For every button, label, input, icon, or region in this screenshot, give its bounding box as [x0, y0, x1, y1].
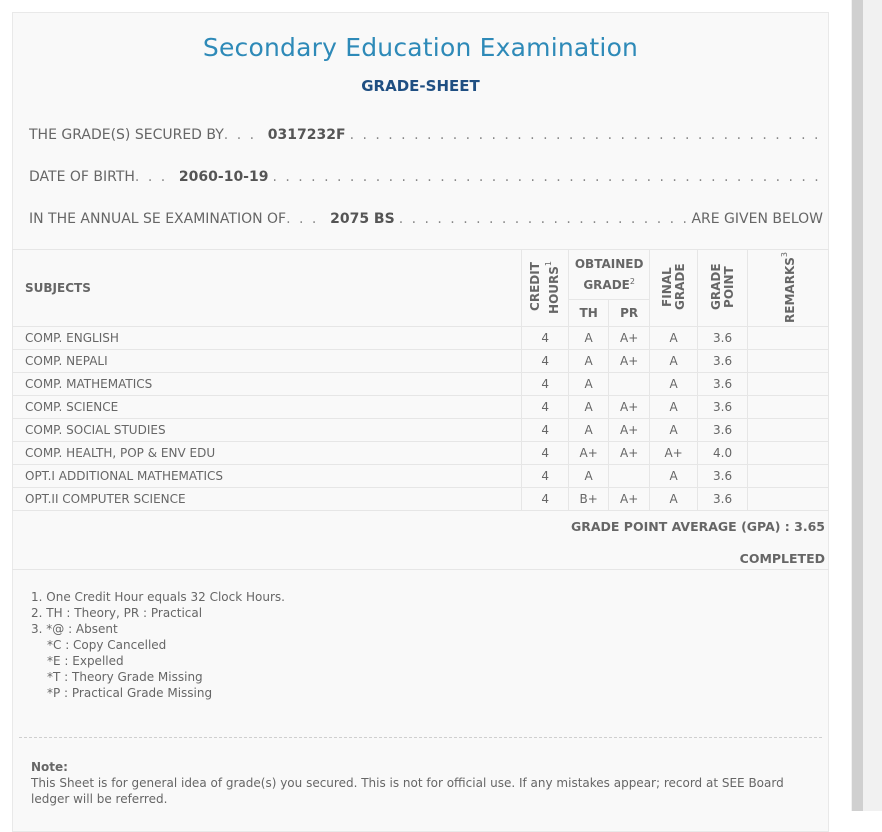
- th-grade-cell: A: [569, 349, 609, 372]
- table-row: [13, 372, 829, 395]
- exam-suffix: ARE GIVEN BELOW: [691, 211, 823, 227]
- subject-cell: OPT.I ADDITIONAL MATHEMATICS: [13, 464, 522, 487]
- remarks-cell: [748, 487, 829, 510]
- dot-leader: [286, 211, 326, 227]
- th-grade-cell: A: [569, 372, 609, 395]
- dob-label: DATE OF BIRTH: [29, 169, 135, 185]
- scrollbar-thumb[interactable]: [852, 0, 863, 811]
- credit-cell: 4: [522, 418, 569, 441]
- table-row: [13, 464, 829, 487]
- table-row: [13, 418, 829, 441]
- remarks-cell: [748, 418, 829, 441]
- pr-grade-cell: A+: [609, 487, 650, 510]
- final-grade-cell: A: [650, 372, 698, 395]
- credit-cell: 4: [522, 464, 569, 487]
- th-grade-cell: A+: [569, 441, 609, 464]
- final-grade-cell: A: [650, 326, 698, 349]
- pr-grade-cell: A+: [609, 326, 650, 349]
- remarks-header: REMARKS$^3$: [748, 250, 829, 327]
- final-grade-header: FINAL GRADE: [650, 250, 698, 327]
- footnote-item: 2. TH : Theory, PR : Practical: [31, 606, 203, 620]
- divider: [12, 569, 829, 570]
- dot-leader: [350, 127, 823, 143]
- footnote-subitem: *P : Practical Grade Missing: [47, 686, 213, 700]
- exam-line: [29, 211, 823, 227]
- pr-grade-cell: [609, 464, 650, 487]
- final-grade-cell: A: [650, 487, 698, 510]
- dot-leader: [399, 211, 690, 227]
- final-grade-cell: A: [650, 349, 698, 372]
- dot-leader: [224, 127, 264, 143]
- credit-cell: 4: [522, 349, 569, 372]
- credit-hours-header: CREDIT HOURS$^1$: [522, 250, 569, 327]
- grade-point-cell: 3.6: [698, 487, 748, 510]
- footnote-subitem: *E : Expelled: [47, 654, 124, 668]
- obtained-grade-header: OBTAINED GRADE$^2$: [569, 250, 650, 300]
- grade-point-cell: 3.6: [698, 395, 748, 418]
- footnote-subitem: *T : Theory Grade Missing: [47, 670, 203, 684]
- subject-cell: COMP. NEPALI: [13, 349, 522, 372]
- pr-grade-cell: [609, 372, 650, 395]
- final-grade-cell: A: [650, 395, 698, 418]
- exam-title: Secondary Education Examination: [202, 33, 639, 62]
- final-grade-cell: A+: [650, 441, 698, 464]
- remarks-cell: [748, 441, 829, 464]
- note-heading: Note:: [31, 760, 68, 774]
- th-grade-cell: A: [569, 464, 609, 487]
- dot-leader: [135, 169, 175, 185]
- subjects-header: SUBJECTS: [13, 250, 522, 327]
- th-grade-cell: A: [569, 395, 609, 418]
- subject-cell: COMP. MATHEMATICS: [13, 372, 522, 395]
- grade-point-cell: 4.0: [698, 441, 748, 464]
- table-row: [13, 349, 829, 372]
- pr-header: PR: [609, 300, 650, 327]
- pr-grade-cell: A+: [609, 418, 650, 441]
- th-grade-cell: A: [569, 418, 609, 441]
- grade-point-header: GRADE POINT: [698, 250, 748, 327]
- note-text: This Sheet is for general idea of grade(s) you secured. This is not for official use. If any mistakes appear; record at SEE Board ledger will be referred.: [31, 776, 784, 806]
- dob-line: [29, 169, 823, 185]
- dot-leader: [272, 169, 823, 185]
- subject-cell: COMP. ENGLISH: [13, 326, 522, 349]
- table-row: [13, 487, 829, 510]
- exam-year: 2075 BS: [330, 211, 395, 227]
- subject-cell: COMP. SOCIAL STUDIES: [13, 418, 522, 441]
- table-row: [13, 395, 829, 418]
- table-row: [13, 441, 829, 464]
- remarks-cell: [748, 372, 829, 395]
- result-status: COMPLETED: [739, 551, 825, 566]
- secured-by-label: THE GRADE(S) SECURED BY: [29, 127, 224, 143]
- credit-cell: 4: [522, 441, 569, 464]
- final-grade-cell: A: [650, 418, 698, 441]
- remarks-cell: [748, 349, 829, 372]
- remarks-cell: [748, 395, 829, 418]
- footnotes: [31, 589, 285, 701]
- pr-grade-cell: A+: [609, 395, 650, 418]
- table-row: [13, 326, 829, 349]
- grade-point-cell: 3.6: [698, 418, 748, 441]
- date-of-birth: 2060-10-19: [178, 169, 269, 185]
- grade-point-cell: 3.6: [698, 464, 748, 487]
- grade-point-cell: 3.6: [698, 349, 748, 372]
- subject-cell: COMP. HEALTH, POP & ENV EDU: [13, 441, 522, 464]
- footnote-item: 3. *@ : Absent: [31, 622, 118, 636]
- subject-cell: COMP. SCIENCE: [13, 395, 522, 418]
- remarks-cell: [748, 326, 829, 349]
- pr-grade-cell: A+: [609, 441, 650, 464]
- credit-cell: 4: [522, 372, 569, 395]
- footnote-item: 1. One Credit Hour equals 32 Clock Hours.: [31, 590, 285, 604]
- pr-grade-cell: A+: [609, 349, 650, 372]
- remarks-cell: [748, 464, 829, 487]
- credit-cell: 4: [522, 487, 569, 510]
- dashed-divider: [19, 737, 822, 738]
- footnote-subitem: *C : Copy Cancelled: [47, 638, 167, 652]
- subject-cell: OPT.II COMPUTER SCIENCE: [13, 487, 522, 510]
- credit-cell: 4: [522, 326, 569, 349]
- final-grade-cell: A: [650, 464, 698, 487]
- grades-table: [12, 249, 829, 511]
- grade-sheet-heading: GRADE-SHEET: [361, 77, 480, 95]
- gpa-summary: GRADE POINT AVERAGE (GPA) : 3.65: [570, 519, 825, 534]
- th-header: TH: [569, 300, 609, 327]
- symbol-number: 0317232F: [267, 127, 346, 143]
- exam-label: IN THE ANNUAL SE EXAMINATION OF: [29, 211, 287, 227]
- secured-by-line: [29, 127, 823, 143]
- grade-point-cell: 3.6: [698, 326, 748, 349]
- grade-point-cell: 3.6: [698, 372, 748, 395]
- credit-cell: 4: [522, 395, 569, 418]
- th-grade-cell: B+: [569, 487, 609, 510]
- th-grade-cell: A: [569, 326, 609, 349]
